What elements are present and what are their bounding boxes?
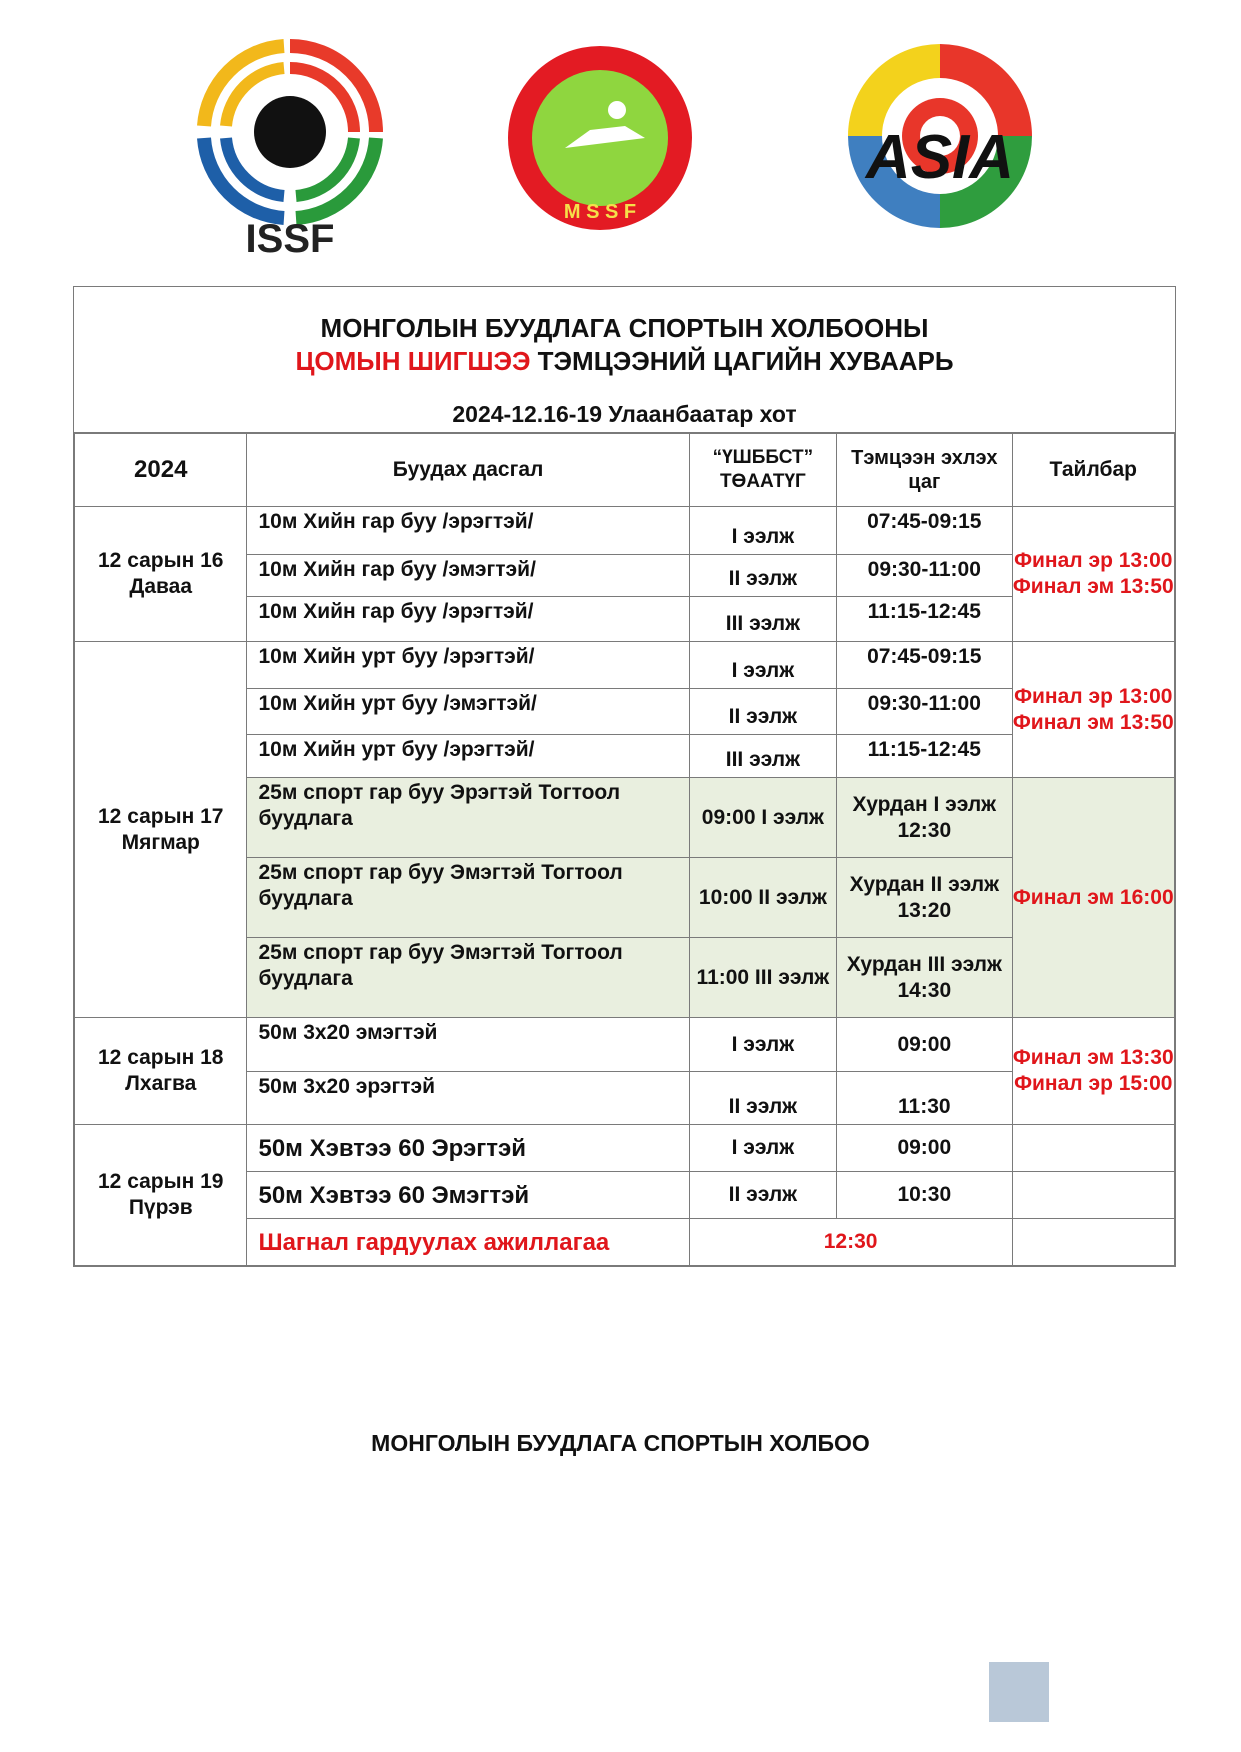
event-cell: 25м спорт гар буу Эмэгтэй Тогтоол буудлага <box>247 858 689 938</box>
session-cell: 10:00 II ээлж <box>689 858 836 938</box>
header-line2-rest: ТЭМЦЭЭНИЙ ЦАГИЙН ХУВААРЬ <box>530 346 954 376</box>
header-line1: МОНГОЛЫН БУУДЛАГА СПОРТЫН ХОЛБООНЫ <box>320 313 929 343</box>
time-cell: Хурдан I ээлж 12:30 <box>837 778 1012 858</box>
note-cell: Финал эр 13:00 Финал эм 13:50 <box>1012 507 1174 642</box>
time-cell: Хурдан III ээлж 14:30 <box>837 938 1012 1018</box>
table-row <box>75 642 1175 689</box>
event-cell: 10м Хийн гар буу /эрэгтэй/ <box>247 597 689 642</box>
col-year: 2024 <box>75 434 247 507</box>
event-cell: 50м Хэвтээ 60 Эмэгтэй <box>247 1172 689 1219</box>
schedule-header <box>74 287 1175 433</box>
table-row <box>75 507 1175 555</box>
col-range: “ҮШББСТ” ТӨААТҮГ <box>689 434 836 507</box>
col-exercise: Буудах дасгал <box>247 434 689 507</box>
time-cell: 07:45-09:15 <box>837 507 1012 555</box>
time-cell: 11:15-12:45 <box>837 735 1012 778</box>
session-cell: 11:00 III ээлж <box>689 938 836 1018</box>
table-row <box>75 1018 1175 1072</box>
footer-organization: МОНГОЛЫН БУУДЛАГА СПОРТЫН ХОЛБОО <box>371 1430 870 1456</box>
event-cell: 50м 3х20 эрэгтэй <box>247 1072 689 1125</box>
time-cell: 09:30-11:00 <box>837 555 1012 597</box>
time-cell: 09:30-11:00 <box>837 689 1012 735</box>
session-cell: II ээлж <box>689 689 836 735</box>
time-cell: 09:00 <box>837 1018 1012 1072</box>
award-time: 12:30 <box>689 1219 1012 1266</box>
session-cell: I ээлж <box>689 507 836 555</box>
event-cell: 10м Хийн гар буу /эрэгтэй/ <box>247 507 689 555</box>
note-cell: Финал эр 13:00 Финал эм 13:50 <box>1012 642 1174 778</box>
time-cell: 09:00 <box>837 1125 1012 1172</box>
government-stamp-icon <box>989 1662 1049 1722</box>
issf-logo <box>196 38 384 258</box>
session-cell: III ээлж <box>689 597 836 642</box>
event-cell: 50м 3х20 эмэгтэй <box>247 1018 689 1072</box>
col-start-time: Тэмцээн эхлэх цаг <box>837 434 1012 507</box>
mssf-logo <box>505 38 695 246</box>
schedule-grid <box>74 433 1175 1266</box>
event-cell: 10м Хийн урт буу /эмэгтэй/ <box>247 689 689 735</box>
session-cell: I ээлж <box>689 642 836 689</box>
note-cell: Финал эм 16:00 <box>1012 778 1174 1018</box>
asia-logo <box>835 36 1045 236</box>
time-cell: 11:30 <box>837 1072 1012 1125</box>
event-cell: 50м Хэвтээ 60 Эрэгтэй <box>247 1125 689 1172</box>
session-cell: II ээлж <box>689 555 836 597</box>
header-date-place: 2024-12.16-19 Улаанбаатар хот <box>452 401 797 427</box>
day-cell: 12 сарын 19 Пүрэв <box>75 1125 247 1266</box>
event-cell: 10м Хийн гар буу /эмэгтэй/ <box>247 555 689 597</box>
svg-text:M S S F: M S S F <box>563 201 637 223</box>
header-line2-red: ЦОМЫН ШИГШЭЭ <box>295 346 531 376</box>
table-row <box>75 1125 1175 1172</box>
event-cell: 25м спорт гар буу Эмэгтэй Тогтоол буудлага <box>247 938 689 1018</box>
event-cell: 10м Хийн урт буу /эрэгтэй/ <box>247 642 689 689</box>
note-cell: Финал эм 13:30 Финал эр 15:00 <box>1012 1018 1174 1125</box>
session-cell: II ээлж <box>689 1172 836 1219</box>
award-label: Шагнал гардуулах ажиллагаа <box>247 1219 689 1266</box>
table-header-row <box>75 434 1175 507</box>
day-cell: 12 сарын 17 Мягмар <box>75 642 247 1018</box>
time-cell: 07:45-09:15 <box>837 642 1012 689</box>
session-cell: I ээлж <box>689 1125 836 1172</box>
session-cell: I ээлж <box>689 1018 836 1072</box>
time-cell: 10:30 <box>837 1172 1012 1219</box>
day-cell: 12 сарын 16 Даваа <box>75 507 247 642</box>
schedule-table <box>73 286 1176 1267</box>
header-line2 <box>74 346 1175 377</box>
svg-text:ASIA: ASIA <box>865 123 1015 192</box>
event-cell: 10м Хийн урт буу /эрэгтэй/ <box>247 735 689 778</box>
note-cell <box>1012 1125 1174 1172</box>
event-cell: 25м спорт гар буу Эрэгтэй Тогтоол буудлага <box>247 778 689 858</box>
note-cell <box>1012 1219 1174 1266</box>
col-note: Тайлбар <box>1012 434 1174 507</box>
session-cell: II ээлж <box>689 1072 836 1125</box>
time-cell: 11:15-12:45 <box>837 597 1012 642</box>
svg-text:ISSF: ISSF <box>245 217 335 258</box>
session-cell: 09:00 I ээлж <box>689 778 836 858</box>
time-cell: Хурдан II ээлж 13:20 <box>837 858 1012 938</box>
note-cell <box>1012 1172 1174 1219</box>
session-cell: III ээлж <box>689 735 836 778</box>
day-cell: 12 сарын 18 Лхагва <box>75 1018 247 1125</box>
